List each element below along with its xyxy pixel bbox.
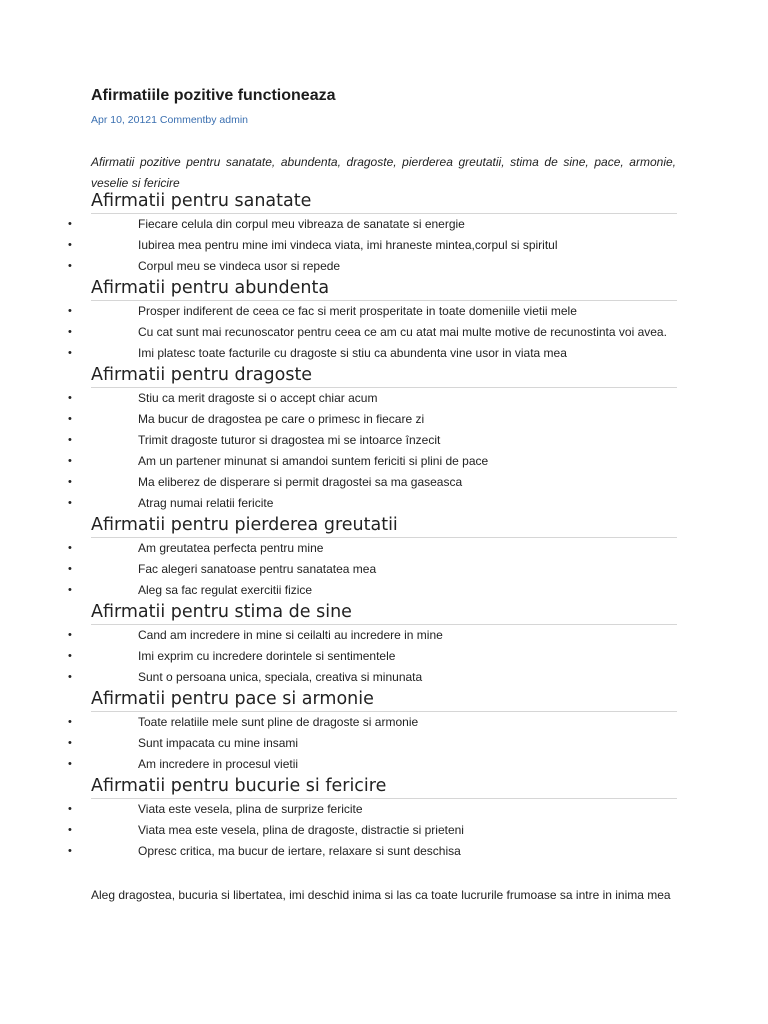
bullet-icon: • xyxy=(68,413,72,425)
list-item xyxy=(0,214,768,235)
list-item xyxy=(0,235,768,256)
bullet-icon: • xyxy=(68,758,72,770)
list-item xyxy=(0,322,768,343)
list-item-text: Am incredere in procesul vietii xyxy=(138,757,299,771)
bullet-icon: • xyxy=(68,434,72,446)
list-item-text: Sunt o persoana unica, speciala, creativa si minunata xyxy=(138,670,423,684)
list-item xyxy=(0,472,768,493)
list-item-text: Trimit dragoste tuturor si dragostea mi se intoarce înzecit xyxy=(138,433,441,447)
bullet-icon: • xyxy=(68,845,72,857)
list-item xyxy=(0,301,768,322)
affirmation-section xyxy=(0,775,768,862)
list-item-text: Viata mea este vesela, plina de dragoste, distractie si prieteni xyxy=(138,823,464,837)
bullet-icon: • xyxy=(68,392,72,404)
list-item xyxy=(0,343,768,364)
bullet-icon: • xyxy=(68,326,72,338)
list-item xyxy=(0,733,768,754)
bullet-icon: • xyxy=(68,824,72,836)
list-item-text: Ma bucur de dragostea pe care o primesc in fiecare zi xyxy=(138,412,425,426)
bullet-icon: • xyxy=(68,239,72,251)
list-item-text: Prosper indiferent de ceea ce fac si merit prosperitate in toate domeniile vietii mele xyxy=(138,304,577,318)
list-item-text: Sunt impacata cu mine insami xyxy=(138,736,299,750)
article-intro: Afirmatii pozitive pentru sanatate, abundenta, dragoste, pierderea greutatii, stima de sine, pace, armonie, veselie si fericire xyxy=(91,155,676,190)
list-item-text: Viata este vesela, plina de surprize fericite xyxy=(138,802,363,816)
article-meta xyxy=(91,114,248,126)
list-item-text: Opresc critica, ma bucur de iertare, relaxare si sunt deschisa xyxy=(138,844,461,858)
bullet-icon: • xyxy=(68,218,72,230)
list-item-text: Corpul meu se vindeca usor si repede xyxy=(138,259,341,273)
list-item xyxy=(0,754,768,775)
closing-paragraph: Aleg dragostea, bucuria si libertatea, imi deschid inima si las ca toate lucrurile frumoase sa intre in inima mea xyxy=(91,888,671,902)
bullet-icon: • xyxy=(68,497,72,509)
list-item xyxy=(0,625,768,646)
list-item xyxy=(0,646,768,667)
list-item-text: Aleg sa fac regulat exercitii fizice xyxy=(138,583,313,597)
list-item xyxy=(0,841,768,862)
affirmation-section xyxy=(0,514,768,601)
list-item-text: Am greutatea perfecta pentru mine xyxy=(138,541,324,555)
bullet-icon: • xyxy=(68,803,72,815)
list-item xyxy=(0,580,768,601)
list-item xyxy=(0,388,768,409)
section-heading: Afirmatii pentru abundenta xyxy=(91,277,677,301)
bullet-icon: • xyxy=(68,650,72,662)
list-item-text: Cu cat sunt mai recunoscator pentru ceea ce am cu atat mai multe motive de recunostinta voi avea. xyxy=(138,325,667,339)
list-item-text: Fac alegeri sanatoase pentru sanatatea mea xyxy=(138,562,377,576)
bullet-icon: • xyxy=(68,347,72,359)
list-item-text: Imi platesc toate facturile cu dragoste si stiu ca abundenta vine usor in viata mea xyxy=(138,346,567,360)
list-item xyxy=(0,559,768,580)
list-item xyxy=(0,538,768,559)
section-heading: Afirmatii pentru pierderea greutatii xyxy=(91,514,677,538)
bullet-icon: • xyxy=(68,305,72,317)
affirmation-section xyxy=(0,688,768,775)
list-item xyxy=(0,430,768,451)
list-item-text: Atrag numai relatii fericite xyxy=(138,496,274,510)
affirmation-section xyxy=(0,190,768,277)
affirmation-section xyxy=(0,364,768,514)
article-title: Afirmatiile pozitive functioneaza xyxy=(91,87,336,104)
bullet-icon: • xyxy=(68,563,72,575)
author-link[interactable]: by admin xyxy=(205,114,249,126)
list-item-text: Toate relatiile mele sunt pline de dragoste si armonie xyxy=(138,715,419,729)
bullet-icon: • xyxy=(68,737,72,749)
list-item xyxy=(0,409,768,430)
list-item xyxy=(0,451,768,472)
section-heading: Afirmatii pentru pace si armonie xyxy=(91,688,677,712)
bullet-icon: • xyxy=(68,716,72,728)
bullet-icon: • xyxy=(68,629,72,641)
list-item-text: Imi exprim cu incredere dorintele si sentimentele xyxy=(138,649,396,663)
list-item-text: Stiu ca merit dragoste si o accept chiar acum xyxy=(138,391,378,405)
list-item xyxy=(0,712,768,733)
post-date-link[interactable]: Apr 10, 2012 xyxy=(91,114,152,126)
affirmation-section xyxy=(0,601,768,688)
bullet-icon: • xyxy=(68,476,72,488)
list-item xyxy=(0,256,768,277)
list-item-text: Ma eliberez de disperare si permit dragostei sa ma gaseasca xyxy=(138,475,463,489)
bullet-icon: • xyxy=(68,455,72,467)
section-heading: Afirmatii pentru dragoste xyxy=(91,364,677,388)
bullet-icon: • xyxy=(68,584,72,596)
section-heading: Afirmatii pentru bucurie si fericire xyxy=(91,775,677,799)
list-item-text: Am un partener minunat si amandoi suntem fericiti si plini de pace xyxy=(138,454,489,468)
section-heading: Afirmatii pentru sanatate xyxy=(91,190,677,214)
bullet-icon: • xyxy=(68,671,72,683)
list-item-text: Iubirea mea pentru mine imi vindeca viata, imi hraneste mintea,corpul si spiritul xyxy=(138,238,558,252)
list-item-text: Cand am incredere in mine si ceilalti au incredere in mine xyxy=(138,628,443,642)
affirmation-sections xyxy=(0,190,768,862)
affirmation-section xyxy=(0,277,768,364)
comments-link[interactable]: 1 Comment xyxy=(151,114,206,126)
list-item xyxy=(0,799,768,820)
bullet-icon: • xyxy=(68,542,72,554)
list-item xyxy=(0,493,768,514)
bullet-icon: • xyxy=(68,260,72,272)
list-item xyxy=(0,667,768,688)
list-item-text: Fiecare celula din corpul meu vibreaza de sanatate si energie xyxy=(138,217,465,231)
list-item xyxy=(0,820,768,841)
section-heading: Afirmatii pentru stima de sine xyxy=(91,601,677,625)
